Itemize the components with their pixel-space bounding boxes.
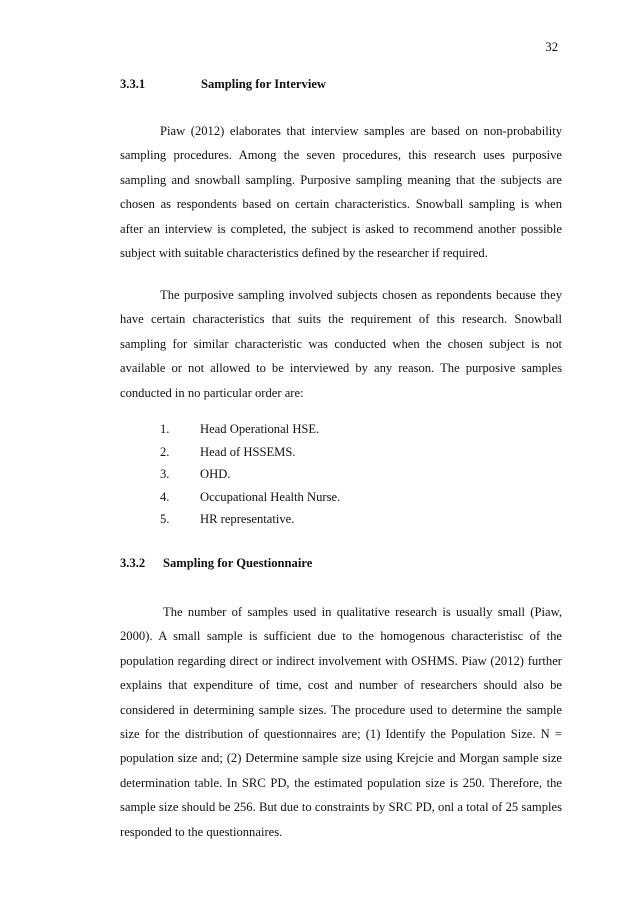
purposive-samples-list (160, 418, 340, 531)
paragraph-purposive-sampling: The purposive sampling involved subjects chosen as repondents because they have certain characteristics that suits the requirement of this research. Snowball sampling for similar characteristic was conducted when the chosen subject is not available or not allowed to be interviewed by any reason. The purposive samples conducted in no particular order are: (120, 288, 562, 400)
section-number: 3.3.1 (120, 77, 146, 91)
list-item: 3. OHD. (160, 467, 231, 482)
paragraph-interview-sampling: Piaw (2012) elaborates that interview samples are based on non-probability sampling procedures. Among the seven procedures, this research uses purposive sampling and snowball sampling. Purposive sampling meaning that the subjects are chosen as respondents based on certain characteristics. Snowball sampling is when after an interview is completed, the subject is asked to recommend another possible subject with suitable characteristics defined by the researcher if required. (120, 124, 562, 261)
page-number: 32 (545, 40, 558, 54)
list-item: 4. Occupational Health Nurse. (160, 489, 341, 504)
list-item: 2. Head of HSSEMS. (160, 444, 296, 459)
section-title: Sampling for Questionnaire (163, 556, 313, 570)
section-title: Sampling for Interview (201, 77, 327, 91)
list-item: 5. HR representative. (160, 512, 295, 527)
paragraph-questionnaire-sampling: The number of samples used in qualitative research is usually small (Piaw, 2000). A small sample is sufficient due to the homogenous characteristisc of the population regarding direct or indirect involvement with OSHMS. Piaw (2012) further explains that expenditure of time, cost and number of researchers should also be considered in determining sample sizes. The procedure used to determine the sample size for the distribution of questionnaires are; (1) Identify the Population Size. N = population size and; (2) Determine sample size using Krejcie and Morgan sample size determination table. In SRC PD, the estimated population size is 250. Therefore, the sample size should be 256. But due to constraints by SRC PD, onl a total of 25 samples responded to the questionnaires. (120, 605, 562, 839)
section-heading-3-3-1 (120, 77, 326, 92)
section-heading-3-3-2 (120, 556, 312, 571)
section-number: 3.3.2 (120, 556, 146, 570)
list-item: 1. Head Operational HSE. (160, 422, 320, 436)
